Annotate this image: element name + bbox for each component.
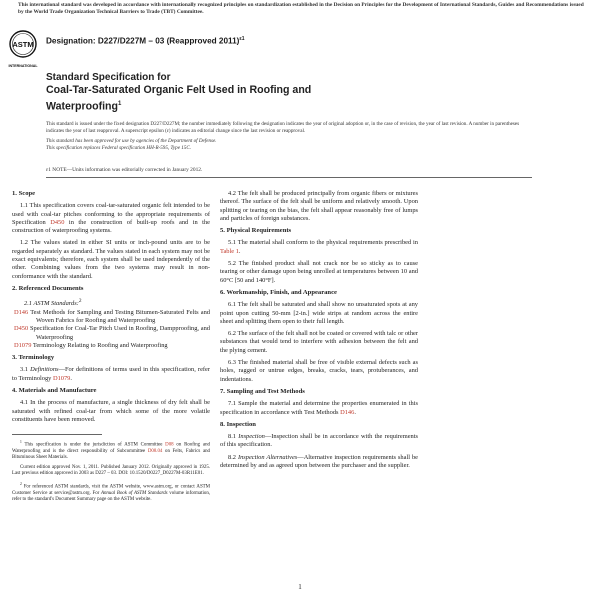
footnote-rule [12, 434, 102, 435]
right-column [220, 186, 418, 474]
para-7-1: 7.1 Sample the material and determine the properties enumerated in this specification in accordance with Test Methods D146. [220, 400, 418, 416]
header-rule [46, 177, 532, 178]
svg-text:INTERNATIONAL: INTERNATIONAL [8, 64, 38, 68]
para-5-1: 5.1 The material shall conform to the physical requirements prescribed in Table 1. [220, 239, 418, 255]
para-6-2: 6.2 The surface of the felt shall not be coated or covered with talc or other substances that would tend to interfere with adhesion between the felt and the plying cement. [220, 330, 418, 354]
para-6-3: 6.3 The finished material shall be free of visible external defects such as holes, ragged or untrue edges, breaks, cracks, tears, protuberances, and indentations. [220, 359, 418, 383]
para-2-1: 2.1 ASTM Standards:$^2$ [24, 298, 82, 308]
para-1-1: 1.1 This specification covers coal-tar-saturated organic felt intended to be used with coal-tar pitches conforming to the appropriate requirements of Specification D450 in the construction of built-up roofs and in the construction of waterproofing systems. [12, 202, 210, 235]
left-column [12, 186, 210, 507]
section-3-heading: 3. Terminology [12, 354, 55, 362]
epsilon-note: ε1 NOTE—Units information was editorially corrected in January 2012. [46, 167, 203, 173]
section-1-heading: 1. Scope [12, 190, 36, 197]
section-4-heading: 4. Materials and Manufacture [12, 387, 97, 395]
section-6-heading: 6. Workmanship, Finish, and Appearance [220, 288, 337, 296]
intro-block [46, 121, 532, 151]
link-d1079[interactable]: D1079 [52, 374, 71, 382]
issuance-note: This standard is issued under the fixed designation D227/D227M; the number immediately following the designation indicates the year of original adoption or, in the case of revision, the year of last revision. A number in parentheses indicates the year of last reapproval. A superscript epsilon (ε) indicates an editorial change since the last revision or reapproval. [46, 121, 520, 134]
para-3-1: 3.1 Definitions—For definitions of terms used in this specification, refer to Terminology D1079. [12, 366, 210, 382]
para-6-1: 6.1 The felt shall be saturated and shall show no unsaturated spots at any point upon cutting 50-mm [2-in.] wide strips at random across the entire sheet and splitting them open to their full length. [220, 301, 418, 325]
link-d146[interactable]: D146 [340, 408, 355, 416]
svg-text:ASTM: ASTM [12, 40, 34, 49]
ref-d450: D450 Specification for Coal-Tar Pitch Used in Roofing, Dampproofing, and Waterproofing [14, 325, 210, 341]
dod-note: This standard has been approved for use by agencies of the Department of Defense. This specification replaces Federal specification HH-R-595, Type 15C. [46, 138, 217, 151]
astm-logo-icon [8, 29, 38, 75]
section-8-heading: 8. Inspection [220, 420, 256, 428]
para-5-2: 5.2 The finished product shall not crack nor be so sticky as to cause tearing or other damage upon being unrolled at temperatures between 10 and 60°C [50 and 140°F]. [220, 260, 418, 284]
designation: Designation: D227/D227M – 03 (Reapproved 2011)$^{\varepsilon 1}$ [46, 36, 245, 46]
link-table-1[interactable]: Table 1 [220, 247, 239, 255]
footnote-1: $^1$ This specification is under the jurisdiction of ASTM Committee D08 on Roofing and Waterproofing and is the direct responsibility of Subcommittee D08.04 on Felts, Fabrics and Bituminous Sheet Materials. [12, 440, 211, 461]
footnote-1-edition: Current edition approved Nov. 1, 2011. Published January 2012. Originally approved in 1925. Last previous edition approved in 2003 as D227 – 03. DOI: 10.1520/D0227_D0227M-03R11E01. [12, 465, 210, 477]
link-d450[interactable]: D450 [50, 218, 65, 226]
para-8-2: 8.2 Inspection Alternatives—Alternative inspection requirements shall be determined by and as agreed upon between the purchaser and the supplier. [220, 453, 418, 470]
para-1-2: 1.2 The values stated in either SI units or inch-pound units are to be regarded separately as standard. The values stated in each system may not be exact equivalents; therefore, each system shall be used independently of the other. Combining values from the two systems may result in non-conformance with the standard. [12, 239, 210, 280]
ref-d146: D146 Test Methods for Sampling and Testing Bitumen-Saturated Felts and Woven Fabrics for Roofing and Waterproofing [14, 308, 210, 324]
footnote-2: $^2$ For referenced ASTM standards, visit the ASTM website, www.astm.org, or contact ASTM Customer Service at service@astm.org. For Annual Book of ASTM Standards volume information, refer to the standard's Document Summary page on the ASTM website. [12, 482, 210, 503]
ref-d1079: D1079 Terminology Relating to Roofing and Waterproofing [14, 341, 168, 349]
document-title: Standard Specification for Coal-Tar-Saturated Organic Felt Used in Roofing and Waterproofing$^1$ [46, 72, 312, 113]
para-8-1: 8.1 Inspection—Inspection shall be in accordance with the requirements of this specification. [220, 433, 418, 449]
wto-notice: This international standard was developed in accordance with internationally recognized principles on standardization established in the Decision on Principles for the Development of International Standards, Guides and Recommendations issued by the World Trade Organization Technical Barriers to Trade (TBT) Committee. [18, 2, 584, 15]
page-number: 1 [298, 583, 302, 591]
section-7-heading: 7. Sampling and Test Methods [220, 387, 305, 395]
section-5-heading: 5. Physical Requirements [220, 227, 292, 235]
para-4-1: 4.1 In the process of manufacture, a single thickness of dry felt shall be saturated with refined coal-tar from which some of the more volatile constituents have been removed. [12, 399, 210, 423]
section-2-heading: 2. Referenced Documents [12, 284, 84, 292]
para-4-2: 4.2 The felt shall be produced principally from organic fibers or mixtures thereof. The surface of the felt shall be uniform and relatively smooth. Upon splitting or tearing on the bias, the felt shall appear reasonably free of lumps and particles of foreign substances. [220, 190, 418, 222]
